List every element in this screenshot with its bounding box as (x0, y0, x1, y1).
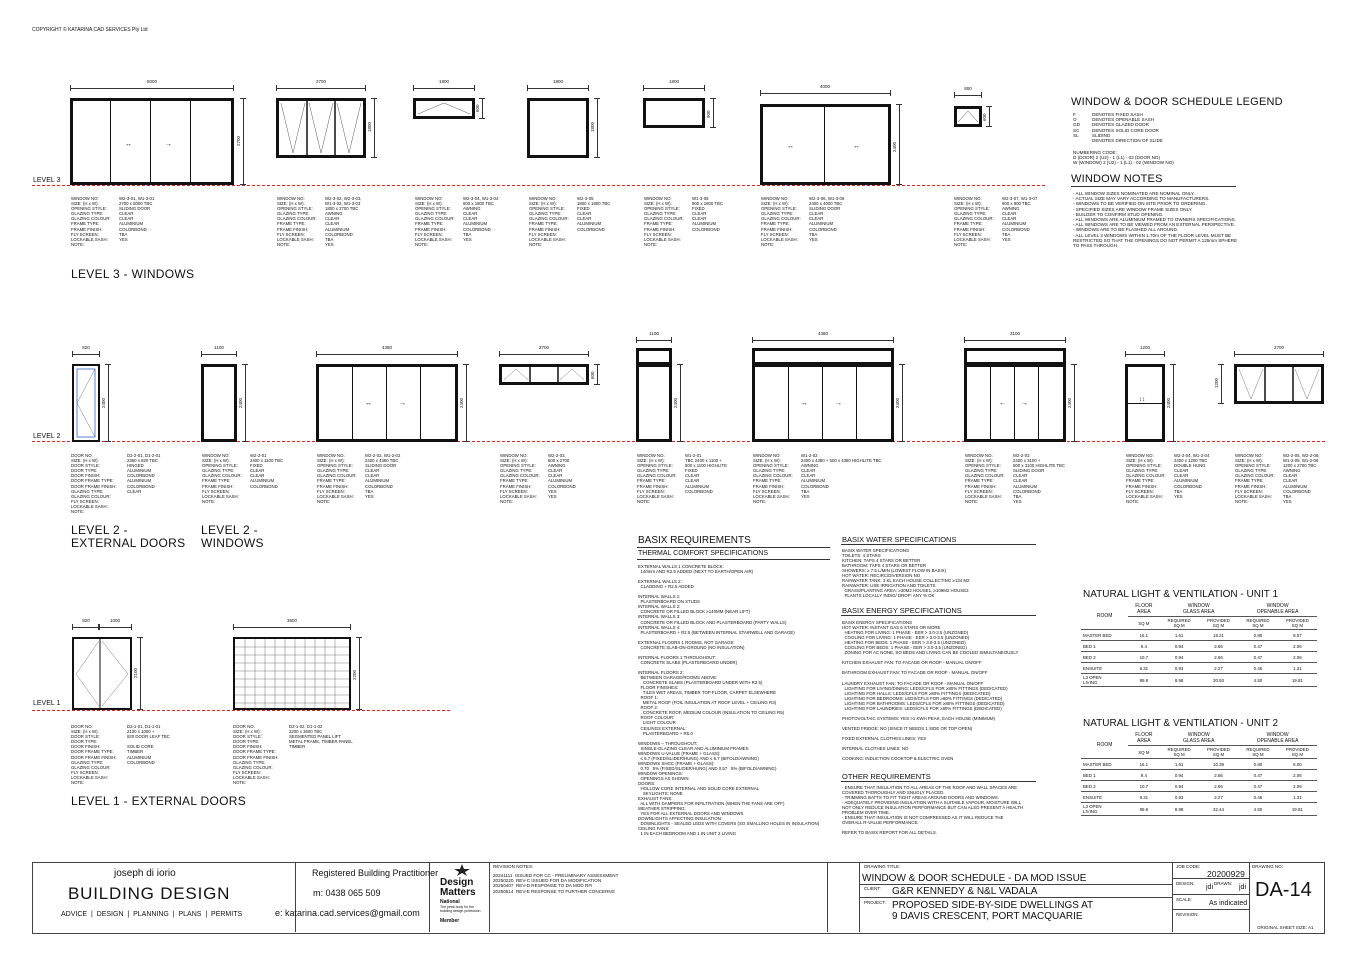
spec-values: W2-3-06, W1-3-06 2400 x 4000 TBC SLIDING DOOR CLEAR CLEAR ALUMINIUM COLORBOND TBA YES (809, 196, 845, 242)
basix-energy-text: BASIX ENERGY SPECIFICATIONS HOT WATER: INSTANT GAS 6 STARS OR MORE HEATING FOR LIVING: 1 PHASE - EER > 3.0-3.5 (UNZONED) COOLING FOR LIVING: 1 PHASE - EER > 3.0-3.5 (UNZONED) HEATING FOR BEDS: 1 PHASE - EER > 3.0-3.5 (UNZONED) COOLING FOR BEDS: 1 PHASE - EER > 3.0-3.5 (UNZONED) ZONING FOR AC NONE, SO BEDS AND LIVING CAN BE COOLED SIMULTANEOUSLY KITCHEN EXHAUST FAN: TO FACADE OR ROOF - MANUAL ON/OFF BATHROOM EXHAUST FAN: TO FACADE OR ROOF - MANUAL ON/OFF LAUNDRY EXHAUST FAN: TO FACADE OR ROOF - MANUAL ON/OFF LIGHTING FOR LIVING/DINING: LEDS/CFLS FOR ≥80% FITTINGS (DEDICATED) LIGHTING FOR HALLS: LEDS/CFLS FOR ≥80% FITTINGS (DEDICATED) LIGHTING FOR BEDROOMS: LEDS/CFLS FOR ≥80% FITTINGS (DEDICATED) LIGHTING FOR BATHROOMS: LEDS/CFLS FOR ≥80% FITTINGS (DEDICATED) LIGHTING FOR LAUNDRIES: LEDS/CFLS FOR ≥80% FITTINGS (DEDICATED) PHOTOVOLTAIC SYSTEMS: YES >1 KWH PEAK, EACH HOUSE (MINIMUM) VENTED FRIDGE: NO (SINCE IT NEEDS 1 SIDE OR TOP OPEN) FIXED EXTERNAL CLOTHES LINES: YES INTERNAL CLOTHES LINES: NO COOKING: INDUCTION COOKTOP & ELECTRIC OVEN (842, 620, 1019, 762)
window-w1-2-01-highlite (636, 348, 672, 365)
floor-area-header: FLOOR AREA (1128, 602, 1159, 617)
drawn-initials: jdi (1239, 884, 1247, 891)
level-3-line (32, 185, 1045, 186)
dimension-line (72, 624, 99, 630)
dimension-line (636, 337, 672, 343)
nlv-unit-2-title: NATURAL LIGHT & VENTILATION - UNIT 2 (1083, 718, 1279, 729)
level-2-external-doors-title: LEVEL 2 - EXTERNAL DOORS (71, 523, 186, 550)
spec-labels: WINDOW NO: SIZE: (H x W): OPENING STYLE: GLAZING TYPE: GLAZING COLOUR: FRAME TYPE: FRAME FINISH: FLY SCREEN: LOCKABLE SASH: NOTE: (202, 453, 242, 504)
dimension-line (70, 85, 234, 91)
drawing-no-label: DRAWING NO: (1252, 864, 1283, 869)
drawn-label: DRAWN: (1214, 881, 1233, 886)
window-glass-header: WINDOW GLASS AREA (1159, 731, 1238, 746)
design-label: DESIGN: (1176, 881, 1195, 886)
window-w1-2-01 (636, 364, 672, 442)
floor-area-header: FLOOR AREA (1128, 731, 1159, 746)
spec-labels: WINDOW NO: SIZE: (H x W): OPENING STYLE: GLAZING TYPE: GLAZING COLOUR: FRAME TYPE: FRAME FINISH: FLY SCREEN: LOCKABLE SASH: NOTE: (317, 453, 357, 504)
spec-values: W2-2-01 2400 x 1100 TBC FIXED CLEAR CLEAR ALUMINIUM COLORBOND (250, 453, 284, 489)
dimension-text: 2700 (1273, 345, 1284, 350)
dimension-text: 600 (982, 113, 987, 121)
window-notes-text: - ALL WINDOW SIZES NOMINATED ARE NOMINAL ONLY. - ACTUAL SIZE MAY VARY ACCORDING TO MANUFACTURERS. - WINDOWS TO BE VERIFIED ON SITE PRIOR TO ORDERING. - SPECIFIED SIZES ARE WINDOW FRAME SIZES ONLY. - BUILDER TO CONFIRM STUD OPENING. - ALL WINDOWS ARE ALUMINIUM FRAMED TO OWNERS SPECIFICATIONS. - ALL WINDOWS ARE TO BE VIEWED FROM AN EXTERNAL PERSPECTIVE. - WINDOWS ARE TO BE FLASHED ALL AROUND. - ALL LEVEL 3 WINDOWS WITHIN 1.70m OF THE FLOOR LEVEL MUST BE RESTRICTED SO THAT THE OPENINGS DO NOT PERMIT A 125mm SPHERE TO PASS THROUGH (1073, 191, 1238, 249)
dimension-text: 2200 (352, 669, 357, 680)
spec-labels: WINDOW NO: SIZE: (H x W): OPENING STYLE: GLAZING TYPE: GLAZING COLOUR: FRAME TYPE: FRAME FINISH: FLY SCREEN: LOCKABLE SASH: NOTE: (637, 453, 677, 504)
dimension-line (72, 351, 100, 357)
level-2-label: LEVEL 2 (33, 433, 61, 440)
dimension-text: 1100 (649, 331, 659, 336)
door-d2-2-01 (72, 364, 100, 442)
dimension-line (752, 337, 894, 343)
table-row: BED 1 9.4 0.94 2.66 0.47 2.06 (1081, 641, 1317, 652)
dimension-text: 2400 (1067, 397, 1072, 408)
nlv-unit-2-table: ROOM FLOOR AREA WINDOW GLASS AREA WINDOW OPENABLE AREA SQ M REQUIRED SQ M PROVIDED SQ M REQUIRED SQ M PROVIDED SQ M MASTER BED 16.1 1.61 10.39 0.80 6.00 BED 1 9.4 0.94 2.66 0.47 2.06 BED 2 10.7 0.94 2.66 0.47 2.06 ENSUITE 9.31 0.93 2.27 0.46 1.31 L3 OPEN LIVING 89.8 8.98 32.44 4.50 19.81 (1081, 731, 1317, 816)
dimension-text: 3600 (286, 618, 297, 623)
window-w2-3-04 (413, 98, 475, 119)
basix-energy-title: BASIX ENERGY SPECIFICATIONS (842, 606, 962, 615)
spec-labels: WINDOW NO: SIZE: (H x W): OPENING STYLE: GLAZING TYPE: GLAZING COLOUR: FRAME TYPE: FRAME FINISH: FLY SCREEN: LOCKABLE SASH: NOTE: (761, 196, 801, 247)
level-3-label: LEVEL 3 (33, 177, 61, 184)
spec-labels: WINDOW NO: SIZE: (H x W): OPENING STYLE: GLAZING TYPE: GLAZING COLOUR: FRAME TYPE: FRAME FINISH: FLY SCREEN: LOCKABLE SASH: NOTE: (753, 453, 793, 504)
spec-labels: WINDOW NO: SIZE: (H x W): OPENING STYLE: GLAZING TYPE: GLAZING COLOUR: FRAME TYPE: FRAME FINISH: FLY SCREEN: LOCKABLE SASH: NOTE: (644, 196, 684, 247)
spec-labels: WINDOW NO: SIZE: (H x W): OPENING STYLE: GLAZING TYPE: GLAZING COLOUR: FRAME TYPE: FRAME FINISH: FLY SCREEN: LOCKABLE SASH: NOTE: (415, 196, 455, 247)
scale-label: SCALE: (1176, 897, 1193, 902)
table-row: BED 2 10.7 0.94 2.66 0.47 2.06 (1081, 652, 1317, 663)
designer-name: joseph di iorio (114, 868, 176, 879)
level-2-windows-title: LEVEL 2 - WINDOWS (201, 523, 264, 550)
room-header: ROOM (1081, 731, 1128, 759)
spec-values: W2-3-04, W1-3-04 600 x 1800 TBC AWNING CLEAR CLEAR ALUMINIUM COLORBOND TBA YES (463, 196, 499, 242)
window-w2-2-02: ↔ → (316, 364, 458, 442)
drawing-number: DA-14 (1255, 879, 1312, 901)
dimension-text: 4380 (381, 345, 392, 350)
table-row: L3 OPEN LIVING 89.8 8.98 30.93 4.50 19.81 (1081, 674, 1317, 687)
other-requirements-text: - ENSURE THAT INSULATION TO ALL AREAS OF THE ROOF AND WALL SPACES ARE COVERED THOROUGHLY AND SNUGLY PLACED. - TRIMMING BATTS TO FIT TIGHT AREAS AROUND DOORS AND WINDOWS. - ADEQUATELY PROVIDING INSULATION WITH A SUITABLE VAPOUR, MOISTURE WILL NOT ONLY REDUCE INSULATION PERFORMANCE BUT CAN ALSO PRESENT A HEALTH PROBLEM OVER TIME. - ENSURE THAT INSULATION IS NOT COMPRESSED AS IT WILL REDUCE THE OVERALL R-VALUE PERFORMANCE. REFER TO BASIX REPORT FOR ALL DETAILS. (842, 785, 1024, 836)
dimension-text: 600 (590, 371, 595, 379)
company-name: BUILDING DESIGN (68, 884, 231, 903)
client-name: G&R KENNEDY & N&L VADALA (892, 886, 1038, 897)
drawing-title: WINDOW & DOOR SCHEDULE - DA MOD ISSUE (862, 873, 1087, 884)
window-w2-3-06: ↔ ↔ (760, 104, 891, 185)
dimension-line (1234, 351, 1324, 357)
dimension-line (201, 351, 237, 357)
spec-values: W2-3-02, W2-3-03, W1-3-02, W1-3-03 1800 x 2700 TBC AWNING CLEAR CLEAR ALUMINIUM COLORBOND TBA YES (325, 196, 362, 247)
job-code-label: JOB CODE: (1176, 864, 1201, 869)
table-row: L3 OPEN LIVING 89.8 8.98 32.44 4.50 19.81 (1081, 803, 1317, 816)
spec-labels: WINDOW NO: SIZE: (H x W): OPENING STYLE: GLAZING TYPE: GLAZING COLOUR: FRAME TYPE: FRAME FINISH: FLY SCREEN: LOCKABLE SASH: NOTE: (71, 196, 111, 247)
dimension-text: 4000 (819, 84, 830, 89)
dimension-line (1125, 351, 1165, 357)
email-address: e: katarina.cad.services@gmail.com (275, 908, 420, 918)
numbering-code: NUMBERING CODE: D (DOOR) 2 (U2) - 1 (L1) - 02 (DOOR NO) W (WINDOW) 2 (U2) - 1 (L1) - 02 (WINDOW NO) (1073, 150, 1174, 166)
dimension-line (276, 85, 366, 91)
revision-label: REVISION: (1176, 912, 1199, 917)
basix-water-text: BASIX WATER SPECIFICATIONS TOILETS: 4 STARS KITCHEN: TAPS 4 STARS OR BETTER BATHROOM: TAPS 4 STARS OR BETTER SHOWERS: ≥ 7.5 L/MIN (LOWEST FLOW IN BASIX) HOT WATER: RECIRC/DIVERSION NO RAINWATER TANK: 3 KL EACH HOUSE COLLECTING ≥134 M2 RAINWATER: USE IRRIGATION AND TOILETS GRASS/PLANTING AREA: ≥30M2 HOUSE1, ≥109M2 HOUSE2 PLANTS LOCALLY INDIG/ DROP: ANY % OK (842, 548, 970, 599)
client-label: CLIENT: (864, 886, 881, 891)
copyright-text: COPYRIGHT © KATARINA CAD SERVICES Pty Ltd (32, 27, 148, 33)
spec-values: W2-3-07, W1-3-07 600 x 800 TBC AWNING CLEAR CLEAR ALUMINIUM COLORBOND TBA YES (1002, 196, 1038, 242)
window-w2-2-03 (499, 364, 589, 385)
spec-labels: DOOR NO: SIZE: (H x W): DOOR STYLE: DOOR TYPE: DOOR FINISH: DOOR FRAME TYPE: DOOR FRAME FINISH: GLAZING TYPE: GLAZING COLOUR: FLY SCREEN: LOCKABLE SASH: NOTE: (71, 453, 117, 515)
dimension-text: 2700 (315, 79, 326, 84)
dimension-text: 820 (82, 345, 90, 350)
spec-values: W2-2-03, 600 x 2700 AWNING CLEAR CLEAR ALUMINIUM COLORBOND YES YES (548, 453, 576, 499)
spec-values: W2-2-04, W1-2-04 2400 x 1200 TBC DOUBLE HUNG CLEAR CLEAR ALUMINIUM COLORBOND TBA YES (1174, 453, 1210, 499)
dimension-text: 1100 (214, 345, 224, 350)
spec-values: W2-3-01, W1-3-01 2700 x 5000 TBC SLIDING DOOR CLEAR CLEAR ALUMINIUM COLORBOND TBA YES (119, 196, 155, 242)
spec-labels: WINDOW NO: SIZE: (H x W): OPENING STYLE: GLAZING TYPE: GLAZING COLOUR: FRAME TYPE: FRAME FINISH: FLY SCREEN: LOCKABLE SASH: NOTE: (529, 196, 569, 247)
window-w2-3-07 (954, 106, 982, 127)
revision-notes-title: REVISION NOTES: (493, 864, 534, 869)
project-label: PROJECT: (864, 900, 886, 905)
dimension-text: 820 (82, 618, 90, 623)
window-w2-3-02 (276, 98, 366, 158)
dimension-line (643, 85, 705, 91)
nlv-unit-1-title: NATURAL LIGHT & VENTILATION - UNIT 1 (1083, 589, 1279, 600)
table-row: MASTER BED 16.1 1.61 10.39 0.80 6.00 (1081, 759, 1317, 770)
company-services: ADVICE | DESIGN | PLANNING | PLANS | PERMITS (61, 911, 243, 918)
drawing-title-label: DRAWING TITLE: (864, 864, 901, 869)
window-openable-header: WINDOW OPENABLE AREA (1238, 602, 1317, 617)
practitioner-label: Registered Building Practitioner (312, 868, 439, 878)
level-1-line (32, 710, 450, 711)
spec-values: D2-1-01, D1-1-01 2100 x 1000 + 820 DOOR LEAF TBC SOLID CORE TIMBER ALUMINIUM COLORBOND (127, 724, 170, 765)
window-w2-2-04: ↕↕ (1125, 364, 1165, 442)
spec-values: W2-3-05 1800 x 1800 TBC FIXED CLEAR CLEAR ALUMINIUM COLORBOND (577, 196, 611, 232)
dimension-text: 4380 (817, 331, 828, 336)
original-sheet-size: ORIGINAL SHEET SIZE: A1 (1257, 925, 1314, 930)
dimension-text: 1800 (590, 121, 595, 132)
level-3-windows-title: LEVEL 3 - WINDOWS (71, 267, 195, 281)
window-openable-header: WINDOW OPENABLE AREA (1238, 731, 1317, 746)
window-w2-2-03-highlite (964, 348, 1066, 365)
dimension-line (413, 85, 475, 91)
dimension-text: 2400 (459, 397, 464, 408)
window-w1-3-05 (643, 98, 705, 128)
dimension-text: 1200 (1214, 377, 1219, 388)
spec-values: D2-2-01, D1-2-01 2360 x 820 TBC HINGED ALUMINIUM COLORBOND ALUMINIUM COLORBOND CLEAR (127, 453, 161, 494)
dimension-text: 800 (964, 86, 972, 91)
window-w1-2-02: ↔ → (752, 364, 894, 442)
spec-values: W1-2-02 2400 x 4380 + 500 x 4380 HIGHLITE TBC AWNING CLEAR CLEAR ALUMINIUM COLORBOND TBA YES (801, 453, 882, 499)
project-line-2: 9 DAVIS CRESCENT, PORT MACQUARIE (892, 911, 1083, 922)
door-d2-1-01 (72, 637, 132, 710)
revision-notes: 20241111 ISSUED FOR CC - PRELIMINARY ASSESSMENT 20250220 REV-C ISSUED FOR DA MODIFICATION 20250407 REV-D RESPONSE TO DA MOD RFI 20250514 REV-E RESPONSE TO FURTHER CONCERNS (493, 873, 619, 894)
dimension-text: 1000 (109, 618, 120, 623)
dimension-text: 600 (475, 104, 480, 112)
window-w1-2-02-highlite (752, 348, 894, 365)
dimension-text: 2700 (236, 135, 241, 146)
scale-value: As indicated (1209, 900, 1248, 907)
room-header: ROOM (1081, 602, 1128, 630)
dimension-text: 2400 (101, 397, 106, 408)
dimension-line (760, 90, 891, 96)
spec-labels: WINDOW NO: SIZE: (H x W): OPENING STYLE: GLAZING TYPE: GLAZING COLOUR: FRAME TYPE: FRAME FINISH: FLY SCREEN: LOCKABLE SASH: NOTE: (1126, 453, 1166, 504)
window-w2-3-01: ↔ → (70, 98, 234, 185)
dimension-text: 2400 (673, 397, 678, 408)
window-glass-header: WINDOW GLASS AREA (1159, 602, 1238, 617)
spec-labels: WINDOW NO: SIZE: (H x W): OPENING STYLE: GLAZING TYPE: GLAZING COLOUR: FRAME TYPE: FRAME FINISH: FLY SCREEN: LOCKABLE SASH: NOTE: (277, 196, 317, 247)
dimension-line (99, 624, 132, 630)
table-row: MASTER BED 16.1 1.61 18.21 0.80 8.57 (1081, 630, 1317, 641)
window-w2-3-05 (527, 98, 589, 158)
dimension-text: 1800 (668, 79, 679, 84)
dimension-text: 2400 (238, 397, 243, 408)
basix-water-title: BASIX WATER SPECIFICATIONS (842, 535, 957, 544)
dimension-text: 2700 (538, 345, 549, 350)
spec-values: W2-2-03 2400 x 3100 + 500 x 3100 HIGHLITE TBC SLIDING DOOR CLEAR CLEAR ALUMINIUM COLORBOND TBA YES (1013, 453, 1065, 504)
level-1-external-doors-title: LEVEL 1 - EXTERNAL DOORS (71, 794, 247, 808)
table-row: BED 1 9.4 0.94 2.66 0.47 2.06 (1081, 770, 1317, 781)
spec-labels: WINDOW NO: SIZE: (H x W): OPENING STYLE: GLAZING TYPE: GLAZING COLOUR: FRAME TYPE: FRAME FINISH: FLY SCREEN: LOCKABLE SASH: NOTE: (954, 196, 994, 247)
dimension-text: 5000 (146, 79, 157, 84)
dimension-line (316, 351, 458, 357)
window-notes-title: WINDOW NOTES (1071, 173, 1163, 185)
legend-title: WINDOW & DOOR SCHEDULE LEGEND (1071, 96, 1283, 108)
thermal-comfort-title: THERMAL COMFORT SPECIFICATIONS (638, 550, 769, 557)
window-w2-2-03-door: ← → (964, 364, 1066, 442)
dimension-text: 1800 (552, 79, 563, 84)
spec-labels: DOOR NO: SIZE: (H x W): DOOR STYLE: DOOR TYPE: DOOR FINISH: DOOR FRAME TYPE: DOOR FRAME FINISH: GLAZING TYPE: GLAZING COLOUR: FLY SCREEN: LOCKABLE SASH: NOTE: (71, 724, 117, 786)
thermal-comfort-text: EXTERNAL WALLS 1 CONCRETE BLOCK: 140mm AND R2.5 ADDED (NEXT TO EARTH/OPEN AIR) EXTERNAL WALLS 2: CLADDING + R2.5 ADDED INTERNAL WALLS 1: PLASTERBOARD ON STUDS INTERNAL WALLS 2: CONCRETE OR FILLED BLOCK ≥140MM (NEAR LIFT) INTERNAL WALLS 3: CONCRETE OR FILLED BLOCK AND PLASTERBOARD (PARTY WALLS) INTERNAL WALLS 4: PLASTERBOARD + R2.5 (BETWEEN INTERNAL STAIRWELL AND GARAGE) EXTERNAL FLOORS 1 ROOMS, NOT GARAGE: CONCRETE SLAB-ON-GROUND (NO INSULATION) INTERNAL FLOORS 1 THROUGHOUT: CONCRETE SLABS (PLASTERBOARD UNDER) INTERNAL FLOORS 2: BETWEEN GARAGE/ROOMS ABOVE: CONCRETE SLABS (PLASTERBOARD UNDER WITH R2.5) FLOOR FINISHES: TILES WET AREAS, TIMBER TOP FLOOR, CARPET ELSEWHERE ROOF 1: METAL ROOF (FOIL INSULATION AT ROOF LEVEL + CEILING R3) ROOF 2: CONCRETE ROOF, MEDIUM COLOUR (INSULATION TO CEILING R5) ROOF COLOUR: LIGHT COLOUR CEILINGS EXTERNAL: PLASTERBOARD + R5.0 WINDOWS – THROUGHOUT: SINGLE-GLAZING CLEAR AND ALUMINIUM FRAMES WINDOWS U-VALUE (FRAME + GLASS): ≤ 6.7 (FIXED/SLIDER/HUNG) AND ≤ 6.7 (BIFOLD/AWNING) WINDOWS SHGC (FRAME + GLASS): 0.70 5% (FIXED/SLIDER/HUNG) AND 0.57 5% (BIFOLD/AWNING) WINDOW OPENINGS: OPENINGS AS SHOWN DOORS: HOLLOW CORE INTERNAL AND SOLID CORE EXTERNAL SKYLIGHTS: NONE EXHAUST FANS: ALL WITH DAMPERS FOR INFILTRATION (WHEN THE FANS ARE OFF) WEATHER STRIPPING: YES FOR ALL EXTERNAL DOORS AND WINDOWS DOWNLIGHTS AFFECTING INSULATION: DOWNLIGHTS - SEALED LEDS WITH COVERS (SO SMALL/NO HOLES IN INSULATION) CEILING FANS: 1 IN EACH BEDROOM AND 1 IN UNIT 2 LIVING (638, 564, 820, 837)
other-requirements-title: OTHER REQUIREMENTS (842, 772, 931, 781)
spec-values: W2-2-02, W1-2-02 2400 x 4380 TBC SLIDING DOOR CLEAR CLEAR ALUMINIUM COLORBOND TBA YES (365, 453, 401, 499)
garage-door-d2-1-02 (233, 637, 351, 710)
legend-descriptions: DENOTES FIXED SASH DENOTES OPENABLE SASH DENOTES GLAZED DOOR DENOTES SOLID CORE DOOR SLIDING DENOTES DIRECTION OF SLIDE (1092, 112, 1163, 144)
design-initials: jdi (1206, 884, 1214, 891)
dimension-line (954, 92, 982, 98)
spec-labels: WINDOW NO: SIZE: (H x W): OPENING STYLE: GLAZING TYPE: GLAZING COLOUR: FRAME TYPE: FRAME FINISH: FLY SCREEN: LOCKABLE SASH: NOTE: (500, 453, 540, 504)
legend-codes: F O GD SC SL (1073, 112, 1080, 138)
dimension-text: 2100 (133, 667, 138, 678)
spec-labels: WINDOW NO: SIZE: (H x W): OPENING STYLE: GLAZING TYPE: GLAZING COLOUR: FRAME TYPE: FRAME FINISH: FLY SCREEN: LOCKABLE SASH: NOTE: (1235, 453, 1275, 504)
window-w2-2-01 (201, 364, 237, 442)
spec-values: W2-2-05, W2-2-06, W1-2-05, W1-2-06 1200 x 2700 TBC AWNING CLEAR CLEAR ALUMINIUM COLORBOND TBA YES (1283, 453, 1320, 504)
spec-values: D2-1-02, D1-1-02 2200 x 3600 TBC SEGMENTED PANEL LIFT METAL FRAME, TIMBER PANEL TIMBER (289, 724, 353, 750)
level-1-label: LEVEL 1 (33, 700, 61, 707)
dimension-line (527, 85, 589, 91)
dimension-text: 1800 (367, 121, 372, 132)
dimension-text: 1800 (438, 79, 449, 84)
dimension-text: 2400 (895, 397, 900, 408)
nlv-unit-1-table: ROOM FLOOR AREA WINDOW GLASS AREA WINDOW OPENABLE AREA SQ M REQUIRED SQ M PROVIDED SQ M REQUIRED SQ M PROVIDED SQ M MASTER BED 16.1 1.61 18.21 0.80 8.57 BED 1 9.4 0.94 2.66 0.47 2.06 BED 2 10.7 0.94 2.66 0.47 2.06 ENSUITE 9.31 0.93 2.27 0.46 1.31 L3 OPEN LIVING 89.8 8.98 30.93 4.50 19.81 (1081, 602, 1317, 687)
mobile-number: m: 0438 065 509 (313, 888, 381, 898)
table-row: ENSUITE 9.31 0.93 2.27 0.46 1.31 (1081, 663, 1317, 674)
dimension-line (964, 337, 1066, 343)
dimension-text: 3100 (1009, 331, 1020, 336)
spec-values: W1-3-05 900 x 1800 TBC FIXED CLEAR CLEAR ALUMINIUM COLORBOND (692, 196, 723, 232)
dimension-line (233, 624, 351, 630)
project-line-1: PROPOSED SIDE-BY-SIDE DWELLINGS AT (892, 900, 1094, 911)
spec-labels: WINDOW NO: SIZE: (H x W): OPENING STYLE: GLAZING TYPE: GLAZING COLOUR: FRAME TYPE: FRAME FINISH: FLY SCREEN: LOCKABLE SASH: NOTE: (965, 453, 1005, 504)
spec-values: W1-2-01 TBC 2400 x 1100 + 500 x 1100 HIGHLITE FIXED CLEAR CLEAR ALUMINIUM COLORBOND (685, 453, 727, 494)
basix-requirements-title: BASIX REQUIREMENTS (638, 535, 751, 546)
dimension-text: 900 (706, 110, 711, 118)
table-row: ENSUITE 9.31 0.93 2.27 0.46 1.31 (1081, 792, 1317, 803)
job-code: 20200929 (1207, 869, 1245, 879)
dimension-text: 1200 (1139, 345, 1150, 350)
spec-labels: DOOR NO: SIZE: (H x W): DOOR STYLE: DOOR TYPE: DOOR FINISH: DOOR FRAME TYPE: DOOR FRAME FINISH: GLAZING TYPE: GLAZING COLOUR: FLY SCREEN: LOCKABLE SASH: NOTE: (233, 724, 279, 786)
design-matters-logo: Design Matters National The peak body for the building design profession Member (438, 864, 484, 928)
dimension-line (499, 351, 589, 357)
table-row: BED 2 10.7 0.94 2.66 0.47 2.06 (1081, 781, 1317, 792)
dimension-text: 2400 (1166, 397, 1171, 408)
window-w2-2-05 (1234, 364, 1324, 404)
star-icon (452, 864, 472, 876)
dimension-text: 2400 (892, 141, 897, 152)
